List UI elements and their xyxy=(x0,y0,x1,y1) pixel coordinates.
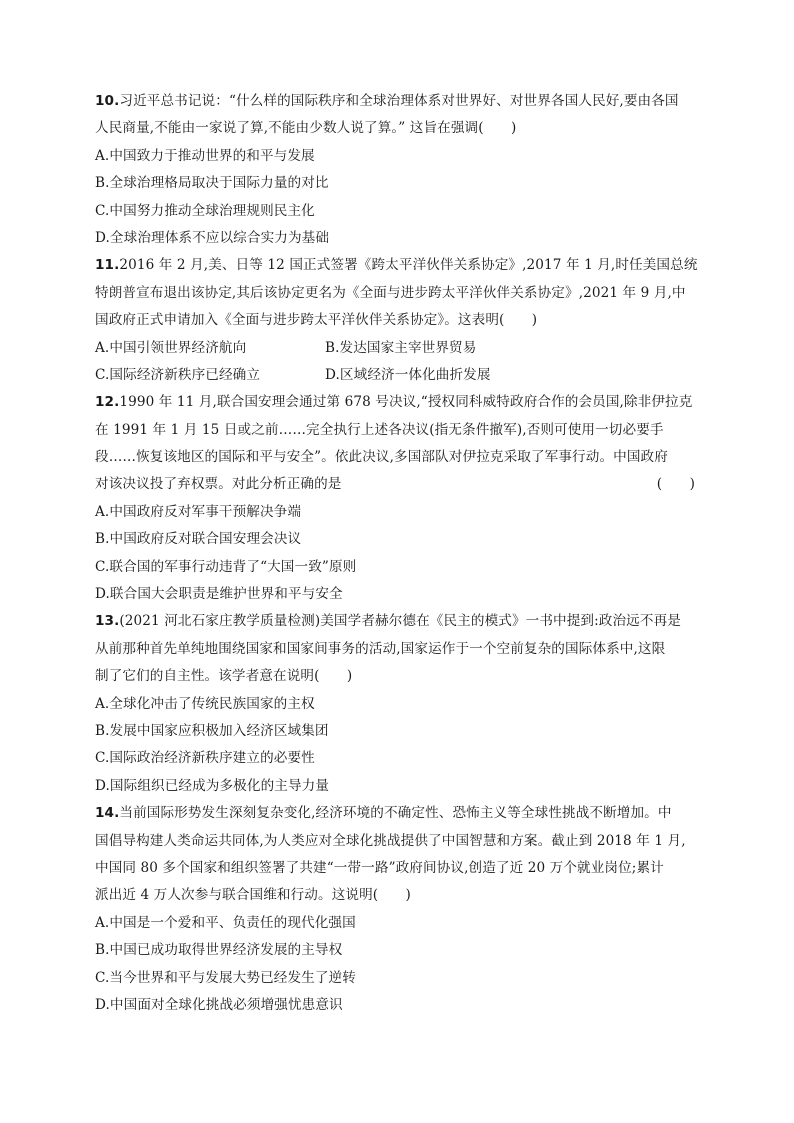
option-a: A.全球化冲击了传统民族国家的主权 xyxy=(95,695,315,712)
option-c: C.联合国的军事行动违背了“大国一致”原则 xyxy=(95,558,357,575)
question-stem-line: 14.当前国际形势发生深刻复杂变化,经济环境的不确定性、恐怖主义等全球性挑战不断增加。中 xyxy=(95,805,672,822)
option-d: D.中国面对全球化挑战必须增强忧患意识 xyxy=(95,996,343,1013)
option-a: A.中国引领世界经济航向 xyxy=(95,339,247,356)
question-stem-line: 特朗普宣布退出该协定,其后该协定更名为《全面与进步跨太平洋伙伴关系协定》,2021 年 9 月,中 xyxy=(95,284,686,301)
question-14 xyxy=(95,800,705,1019)
question-number: 13. xyxy=(95,613,120,630)
question-stem-line: 制了它们的自主性。该学者意在说明( ) xyxy=(95,668,353,685)
question-stem-line: 国倡导构建人类命运共同体,为人类应对全球化挑战提供了中国智慧和方案。截止到 2018 年 1 月, xyxy=(95,832,686,849)
question-number: 11. xyxy=(95,257,120,274)
option-d: D.联合国大会职责是维护世界和平与安全 xyxy=(95,586,343,603)
option-b: B.全球治理格局取决于国际力量的对比 xyxy=(95,175,329,192)
option-d: D.区域经济一体化曲折发展 xyxy=(325,366,491,383)
option-c: C.当今世界和平与发展大势已经发生了逆转 xyxy=(95,969,356,986)
option-b: B.发达国家主宰世界贸易 xyxy=(325,339,477,356)
option-d: D.国际组织已经成为多极化的主导力量 xyxy=(95,777,330,794)
question-stem-line: 国政府正式申请加入《全面与进步跨太平洋伙伴关系协定》。这表明( ) xyxy=(95,312,538,329)
option-a: A.中国致力于推动世界的和平与发展 xyxy=(95,147,315,164)
option-b: B.中国政府反对联合国安理会决议 xyxy=(95,531,302,548)
question-stem-line: 对该决议投了弃权票。对此分析正确的是 ( ) xyxy=(95,471,705,498)
option-c: C.国际经济新秩序已经确立 xyxy=(95,366,261,383)
option-c: C.国际政治经济新秩序建立的必要性 xyxy=(95,750,315,767)
question-12 xyxy=(95,389,705,608)
option-b: B.中国已成功取得世界经济发展的主导权 xyxy=(95,942,343,959)
option-row xyxy=(95,335,705,362)
option-a: A.中国政府反对军事干预解决争端 xyxy=(95,503,302,520)
question-stem-line: 从前那种首先单纯地围绕国家和国家间事务的活动,国家运作于一个空前复杂的国际体系中,这限 xyxy=(95,640,666,657)
question-10 xyxy=(95,88,705,252)
question-number: 10. xyxy=(95,93,120,109)
questions-body xyxy=(95,88,705,1019)
question-number: 12. xyxy=(95,394,120,411)
answer-paren: ( ) xyxy=(656,476,695,493)
option-row xyxy=(95,362,705,389)
option-d: D.全球治理体系不应以综合实力为基础 xyxy=(95,229,330,246)
question-stem-line: 13.(2021 河北石家庄教学质量检测)美国学者赫尔德在《民主的模式》一书中提到:政治远不再是 xyxy=(95,613,681,630)
question-stem-line: 在 1991 年 1 月 15 日或之前……完全执行上述各决议(指无条件撤军),否则可使用一切必要手 xyxy=(95,421,664,438)
question-stem-line: 12.1990 年 11 月,联合国安理会通过第 678 号决议,“授权同科威特政府合作的会员国,除非伊拉克 xyxy=(95,394,693,411)
question-13 xyxy=(95,608,705,800)
question-11 xyxy=(95,252,705,389)
option-c: C.中国努力推动全球治理规则民主化 xyxy=(95,202,315,219)
option-b: B.发展中国家应积极加入经济区域集团 xyxy=(95,722,329,739)
option-a: A.中国是一个爱和平、负责任的现代化强国 xyxy=(95,914,356,931)
question-stem-line: 段……恢复该地区的国际和平与安全”。依此决议,多国部队对伊拉克采取了军事行动。中国政府 xyxy=(95,449,668,466)
question-stem-line: 10.习近平总书记说：“什么样的国际秩序和全球治理体系对世界好、对世界各国人民好,要由各国 xyxy=(95,93,679,109)
question-stem-line: 中国同 80 多个国家和组织签署了共建“一带一路”政府间协议,创造了近 20 万个就业岗位;累计 xyxy=(95,859,664,876)
question-stem-line: 人民商量,不能由一家说了算,不能由少数人说了算。” 这旨在强调( ) xyxy=(95,120,517,137)
question-number: 14. xyxy=(95,805,120,822)
question-stem-line: 11.2016 年 2 月,美、日等 12 国正式签署《跨太平洋伙伴关系协定》,2017 年 1 月,时任美国总统 xyxy=(95,257,698,274)
question-stem-line: 派出近 4 万人次参与联合国维和行动。这说明( ) xyxy=(95,887,411,904)
